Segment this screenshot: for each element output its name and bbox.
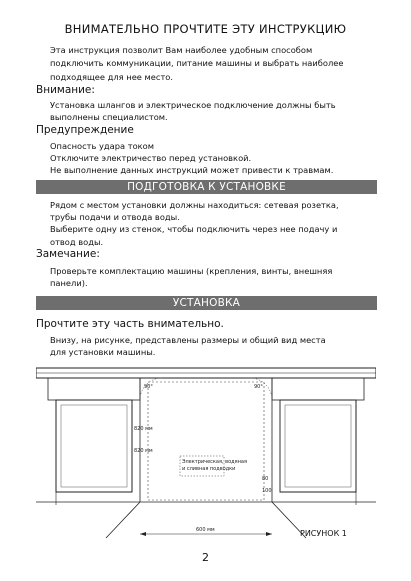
install-heading: Прочтите эту часть внимательно. bbox=[36, 318, 224, 330]
dim-h2: 100 bbox=[262, 488, 272, 494]
warning-item-3: Не выполнение данных инструкций может привести к травмам. bbox=[50, 165, 334, 175]
dim-side-2: 820 мм bbox=[134, 448, 153, 454]
attention-line-2: выполнены специалистом. bbox=[50, 112, 168, 122]
note-line-2: панели). bbox=[50, 278, 88, 288]
figure-label: РИСУНОК 1 bbox=[300, 529, 347, 538]
prep-line-2: трубы подачи и отвода воды. bbox=[50, 212, 180, 222]
right-cabinet bbox=[280, 400, 356, 492]
page-number: 2 bbox=[202, 551, 209, 564]
install-line-2: для установки машины. bbox=[50, 347, 156, 357]
attention-line-1: Установка шлангов и электрическое подключение должны быть bbox=[50, 100, 336, 110]
warning-item-2: Отключите электричество перед установкой. bbox=[50, 153, 252, 163]
page-title: ВНИМАТЕЛЬНО ПРОЧТИТЕ ЭТУ ИНСТРУКЦИЮ bbox=[64, 22, 347, 36]
installation-diagram bbox=[36, 360, 376, 548]
section-bar-preparation: ПОДГОТОВКА К УСТАНОВКЕ bbox=[36, 180, 377, 194]
install-line-1: Внизу, на рисунке, представлены размеры и общий вид места bbox=[50, 335, 326, 345]
dim-top-right: 90° bbox=[254, 384, 263, 390]
dim-bottom: 600 мм bbox=[196, 527, 215, 533]
intro-line-3: подходящее для нее место. bbox=[50, 72, 174, 82]
attention-heading: Внимание: bbox=[36, 84, 95, 96]
note-line-1: Проверьте комплектацию машины (крепления, винты, внешняя bbox=[50, 266, 333, 276]
left-cabinet bbox=[56, 400, 132, 492]
prep-line-1: Рядом с местом установки должны находиться: сетевая розетка, bbox=[50, 200, 339, 210]
intro-line-2: подключить коммуникации, питание машины и выбрать наиболее bbox=[50, 58, 344, 68]
inner-note-1: Электрическая, водяная bbox=[182, 459, 247, 465]
niche-outline bbox=[148, 382, 264, 500]
dim-side-1: 820 мм bbox=[134, 426, 153, 432]
prep-line-3: Выберите одну из стенок, чтобы подключить через нее подачу и bbox=[50, 224, 338, 234]
dim-h1: 80 bbox=[262, 476, 269, 482]
warning-heading: Предупреждение bbox=[36, 124, 134, 136]
note-heading: Замечание: bbox=[36, 248, 100, 260]
inner-note-2: и сливная подводки bbox=[182, 466, 236, 472]
dim-top-left: 90° bbox=[144, 384, 153, 390]
installation-figure bbox=[36, 360, 376, 548]
section-bar-installation: УСТАНОВКА bbox=[36, 296, 377, 310]
prep-line-4: отвод воды. bbox=[50, 237, 104, 247]
warning-item-1: Опасность удара током bbox=[50, 141, 154, 151]
intro-line-1: Эта инструкция позволит Вам наиболее удобным способом bbox=[50, 45, 313, 55]
